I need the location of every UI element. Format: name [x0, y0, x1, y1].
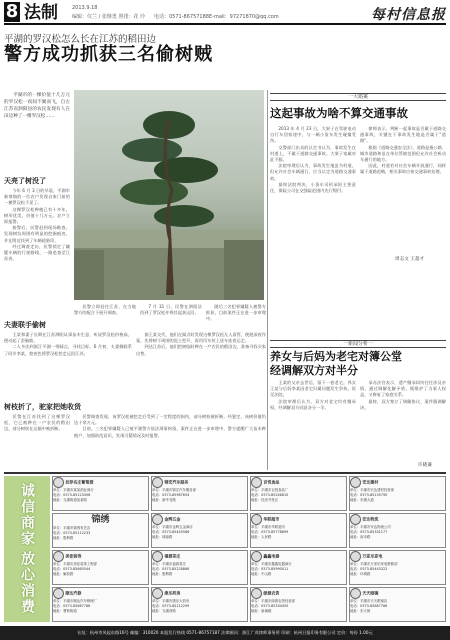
ad-10[interactable]: 福源茶庄 单位：平湖市福源茶庄 电话：0573-85228866 地址：胜利路 [151, 550, 248, 585]
ad-logo-icon [251, 477, 262, 488]
editors: 编辑：仪兰 / 张继勇 照排：花 玲 [72, 14, 146, 20]
article-col-2: 王某和妻子长期在江苏泗阳从事苗木生意，听说罗汉松价格高，便动起了歪脑筋。 二人多次到浙江平湖一带踩点，寻找目标。6 月初，夫妻俩联系了同乡李某，趁夜色将罗汉松挖走运回江苏。 [4, 332, 132, 356]
ad-logo-icon [251, 551, 262, 562]
section-heading-2: 夫妻联手偷树 [4, 321, 46, 329]
ad-8[interactable]: 安达物流 单位：平湖市安达物流公司 电话：0573-85331177 地址：南市路 [349, 513, 446, 548]
ad-logo-icon [152, 551, 163, 562]
ad-1[interactable]: 拉菲名庄葡萄酒 单位：平湖市某某酒业商行 电话：0573-85123456 地址：当湖街道某某路 [52, 476, 149, 511]
right-mid-body-b: 承办法官表示，遗产继承纠纷往往涉及亲情，通过调解化解矛盾，既维护了当事人权益，又修复了家庭关系。 最终，双方签订了调解协议，案件圆满解决。 [360, 380, 446, 410]
page-number: 8 [5, 1, 19, 22]
section-heading-1: 天亮了树没了 [4, 177, 46, 185]
right-mid-author: 许晓谦 [418, 463, 432, 468]
right-top-body-b: 律师表示，判断一起事故是否属于道路交通事故，关键在于事故发生地是否属于"道路"。 根据《道路交通安全法》，道路是指公路、城市道路和虽在单位管辖范围但允许社会机动车通行的地方。 因此，村道若对社会车辆开放通行，同样属于道路范畴，相关事故应按交通事故处理。 [360, 126, 446, 175]
email: E-mail：97271870@qq.com [209, 14, 279, 20]
article-col-3: 民警在江苏找到了这棵罗汉松，它已被种在一户农民的稻田边，部分树枝在运输中被折断。 [4, 414, 70, 432]
ad-logo-icon [53, 551, 64, 562]
tree-photo [74, 90, 264, 300]
article-mid-2: 7 月 31 日，民警在泗阳县找到了罗汉松并将其起获运回。 [140, 304, 202, 316]
article-mid-5: 民警调查发现，该罗汉松被挖走后受到了一定程度的损伤，部分树枝被折断。经鉴定，该树价值仍达十余万元。 目前，三名犯罪嫌疑人已被平湖警方依法刑事拘留，案件正在进一步审理中。警方提醒广大苗木种植户，加强防范意识，发现可疑情况及时报警。 [74, 414, 266, 438]
ad-5[interactable]: 锦绣 单位：平湖市锦绣布艺店 电话：0573-85112233 地址：胜利路 [52, 513, 149, 548]
ad-2[interactable]: 锦宏汽车服务 单位：平湖市锦宏汽车服务部 电话：0573-85987654 地址：新华北路 [151, 476, 248, 511]
ad-logo-icon [350, 514, 361, 525]
ad-15[interactable]: 绿源农资 单位：平湖市绿源农资经营部 电话：0573-85334455 地址：新埭镇 [250, 587, 347, 622]
ad-logo-icon [350, 588, 361, 599]
ad-13[interactable]: 顺达汽修 单位：平湖市顺达汽车修理厂 电话：0573-85667788 地址：曹桥街道 [52, 587, 149, 622]
ad-7[interactable]: 华联超市 单位：平湖市华联超市 电话：0573-85778899 地址：人民路 [250, 513, 347, 548]
article-mid-1: 民警立即赶往江苏，在当地警方的配合下展开调查。 [74, 304, 136, 316]
article-col-1: 今年 6 月 3 日的早晨，平湖市新埭镇的一位农户发现自家门前的一棵罗汉松不见了。 这棵罗汉松种植已有十多年，树形优美，价值十几万元。农户立即报警。 接警后，民警赶到现场勘查，发现树坑周围有明显的挖掘痕迹，并在附近找到了车辆轮胎印。 经过调查走访，民警锁定了嫌疑车辆的行驶路线，一路追查至江苏省。 [4, 188, 70, 262]
column-divider [267, 90, 268, 470]
ad-logo-icon [350, 477, 361, 488]
ad-14[interactable]: 康乐药房 单位：平湖市康乐大药房 电话：0573-85112299 地址：当湖西路 [151, 587, 248, 622]
section-heading-3: 树枝折了，驼家把她收货 [4, 403, 81, 411]
article-mid-4: 据王某交代，他们在踩点时发现这棵罗汉松无人看管，便趁深夜作案，先将树干周围的泥土挖开，再用吊车装上货车连夜运走。 到达江苏后，他们把树临时种在一户农民的稻田边，准备寻找买家出售。 [136, 332, 266, 356]
ad-logo-icon [152, 477, 163, 488]
article-mid-3: 随后三名犯罪嫌疑人被警方抓获，目前案件正在进一步审理中。 [206, 304, 266, 322]
right-mid-bar [270, 340, 446, 348]
right-top-bar-label: 一大婚案 [347, 94, 368, 100]
right-mid-bar-label: 一新闻分析一 [342, 341, 373, 347]
ad-11[interactable]: 鑫鑫电器 单位：平湖市鑫鑫电器商行 电话：0573-85990011 地址：中山路 [250, 550, 347, 585]
ad-logo-icon [251, 588, 262, 599]
brand-logo: 每村信息报 [371, 7, 446, 23]
side-banner-line-1: 诚信商家 [19, 483, 35, 547]
ad-12[interactable]: 万家乐家电 单位：平湖市万家乐家电维修部 电话：0573-85443322 地址：环城路 [349, 550, 446, 585]
section-title: 法制 [24, 3, 58, 23]
footer-text: 社址：杭州市凤起东路16号 邮编：310020 本报发行热线 0571-86757187 法律顾问：浙江广茂律师事务所 印刷：杭州日报印务有限公司 定价：每份 1.00元 [77, 630, 373, 635]
ad-logo-icon [53, 477, 64, 488]
ad-4[interactable]: 宏达建材 单位：平湖市宏达建材经营部 电话：0573-85135790 地址：东湖大道 [349, 476, 446, 511]
ad-6[interactable]: 金辉五金 单位：平湖市金辉五金商店 电话：0573-85445566 地址：城南路 [151, 513, 248, 548]
right-top-author: 周志文 王超才 [395, 257, 425, 262]
ad-logo-icon [350, 551, 361, 562]
right-top-bar [270, 93, 446, 101]
pine-tree-image [74, 90, 264, 300]
lead-headline: 警方成功抓获三名偷树贼 [4, 44, 213, 65]
ad-logo-icon [152, 588, 163, 599]
masthead [4, 3, 446, 25]
side-banner [4, 476, 50, 622]
phone: 电话：0571-86757188 [154, 14, 209, 20]
lead-intro: 平湖市的一棵价值十几万元的罗汉松一夜间不翼而飞，自古江苏省泗阳县的农民发现有人在田边种了一棵罗汉松…… [4, 93, 70, 119]
ad-logo-icon [251, 514, 262, 525]
ad-16[interactable]: 天天眼镜 单位：平湖市天天眼镜店 电话：0573-85887766 地址：东大街 [349, 587, 446, 622]
right-mid-body-a: 王某的父亲去世后，留下一套老宅。养女王某与后妈李某因老宅归属问题发生争执，诉至法院。 法院审理后认为，双方对老宅均有继承权，经调解双方同意各分一半。 [270, 380, 356, 410]
right-top-body-a: 2013 年 4 月 23 日，大果子在驾驶电动自行车回家途中，与一辆小货车发生碰撞受伤。 交警部门出具的认定书认为，事故发生在村道上，不属于道路交通事故。大果子家属对此不服。 法院审理后认为，事故发生地虽为村道，但允许社会车辆通行，应当认定为道路交通事故。 最终法院判决，小货车司机承担主要责任，保险公司在交强险范围内先行赔付。 [270, 126, 356, 194]
ad-grid [52, 476, 446, 622]
footer-bar [0, 626, 450, 640]
ad-9[interactable]: 美佳装饰 单位：平湖市美佳装饰工程部 电话：0573-85665544 地址：解放路 [52, 550, 149, 585]
lead-kicker: 平湖的罗汉松怎么长在江苏的稻田边 [4, 34, 157, 45]
ad-logo-icon [53, 588, 64, 599]
right-top-headline: 这起事故为啥不算交通事故 [270, 106, 408, 120]
ad-3[interactable]: 百悦食品 单位：平湖市百悦食品厂 电话：0573-85246810 地址：经济开发区 [250, 476, 347, 511]
right-mid-headline: 养女与后妈为老宅对簿公堂 经调解双方对半分 [270, 350, 402, 377]
side-banner-line-2: 放心消费 [19, 551, 35, 615]
ad-logo-icon [152, 514, 163, 525]
date: 2013.9.18 [72, 5, 98, 11]
